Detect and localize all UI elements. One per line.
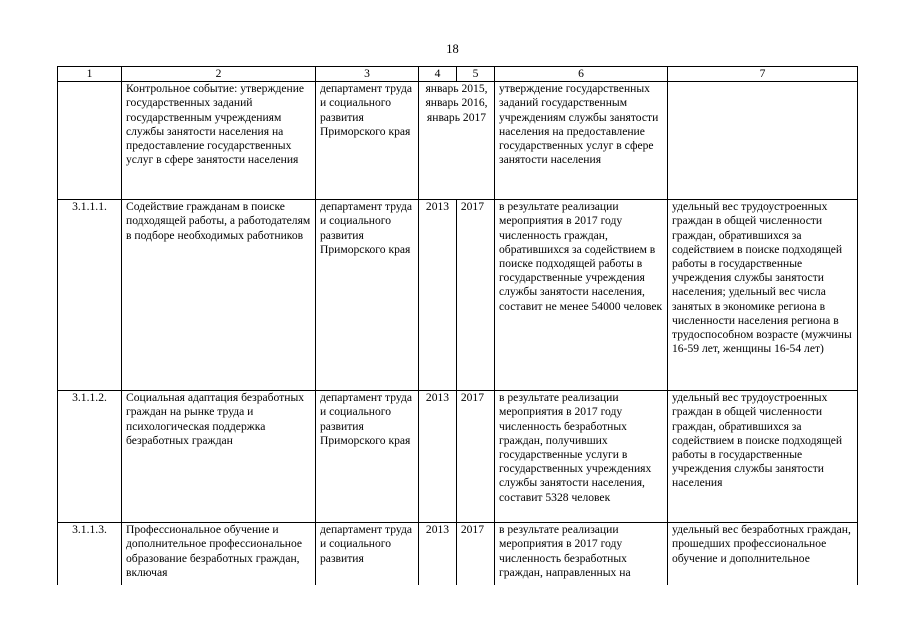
page-number: 18 — [446, 42, 459, 56]
row-number: 3.1.1.2. — [58, 391, 122, 523]
event-cell: Профессиональное обучение и дополнительное профессиональное образование безработных граждан, включая — [122, 523, 316, 586]
column-header: 1 — [58, 67, 122, 82]
table-header-row — [58, 67, 858, 82]
event-cell: Социальная адаптация безработных граждан на рынке труда и психологическая поддержка безработных граждан — [122, 391, 316, 523]
table-row — [58, 391, 858, 523]
row-number: 3.1.1.3. — [58, 523, 122, 586]
indicator-cell: удельный вес трудоустроенных граждан в общей численности граждан, обратившихся за содействием в поиске подходящей работы в государственные учреждения службы занятости населения — [668, 391, 858, 523]
dates-cell: январь 2015, январь 2016, январь 2017 — [419, 82, 495, 200]
row-number — [58, 82, 122, 200]
table-row — [58, 200, 858, 391]
end-year-cell: 2017 — [457, 200, 495, 391]
table-row — [58, 82, 858, 200]
result-cell: в результате реализации мероприятия в 2017 году численность граждан, обратившихся за содействием в поиске подходящей работы в государственные учреждения службы занятости населения, составит не менее 54000 человек — [495, 200, 668, 391]
column-header: 6 — [495, 67, 668, 82]
row-number: 3.1.1.1. — [58, 200, 122, 391]
start-year-cell: 2013 — [419, 523, 457, 586]
start-year-cell: 2013 — [419, 200, 457, 391]
column-header: 7 — [668, 67, 858, 82]
indicator-cell: удельный вес безработных граждан, прошедших профессиональное обучение и дополнительное — [668, 523, 858, 586]
executor-cell: департамент труда и социального развития Приморского края — [316, 391, 419, 523]
indicator-cell — [668, 82, 858, 200]
end-year-cell: 2017 — [457, 391, 495, 523]
executor-cell: департамент труда и социального развития — [316, 523, 419, 586]
executor-cell: департамент труда и социального развития Приморского края — [316, 200, 419, 391]
column-header: 4 — [419, 67, 457, 82]
activities-table — [57, 66, 858, 585]
start-year-cell: 2013 — [419, 391, 457, 523]
result-cell: в результате реализации мероприятия в 2017 году численность безработных граждан, получивших государственные услуги в государственных учреждениях службы занятости населения, составит 5328 человек — [495, 391, 668, 523]
table-row — [58, 523, 858, 586]
end-year-cell: 2017 — [457, 523, 495, 586]
result-cell: в результате реализации мероприятия в 2017 году численность безработных граждан, направленных на — [495, 523, 668, 586]
column-header: 5 — [457, 67, 495, 82]
column-header: 3 — [316, 67, 419, 82]
executor-cell: департамент труда и социального развития Приморского края — [316, 82, 419, 200]
column-header: 2 — [122, 67, 316, 82]
indicator-cell: удельный вес трудоустроенных граждан в общей численности граждан, обратившихся за содействием в поиске подходящей работы в государственные учреждения службы занятости населения; удельный вес числа занятых в экономике региона в численности населения региона в трудоспособном возрасте (мужчины 16-59 лет, женщины 16-54 лет) — [668, 200, 858, 391]
event-cell: Контрольное событие: утверждение государственных заданий государственным учреждениям службы занятости населения на предоставление государственных услуг в сфере занятости населения — [122, 82, 316, 200]
event-cell: Содействие гражданам в поиске подходящей работы, а работодателям в подборе необходимых работников — [122, 200, 316, 391]
result-cell: утверждение государственных заданий государственным учреждениям службы занятости населения на предоставление государственных услуг в сфере занятости населения — [495, 82, 668, 200]
